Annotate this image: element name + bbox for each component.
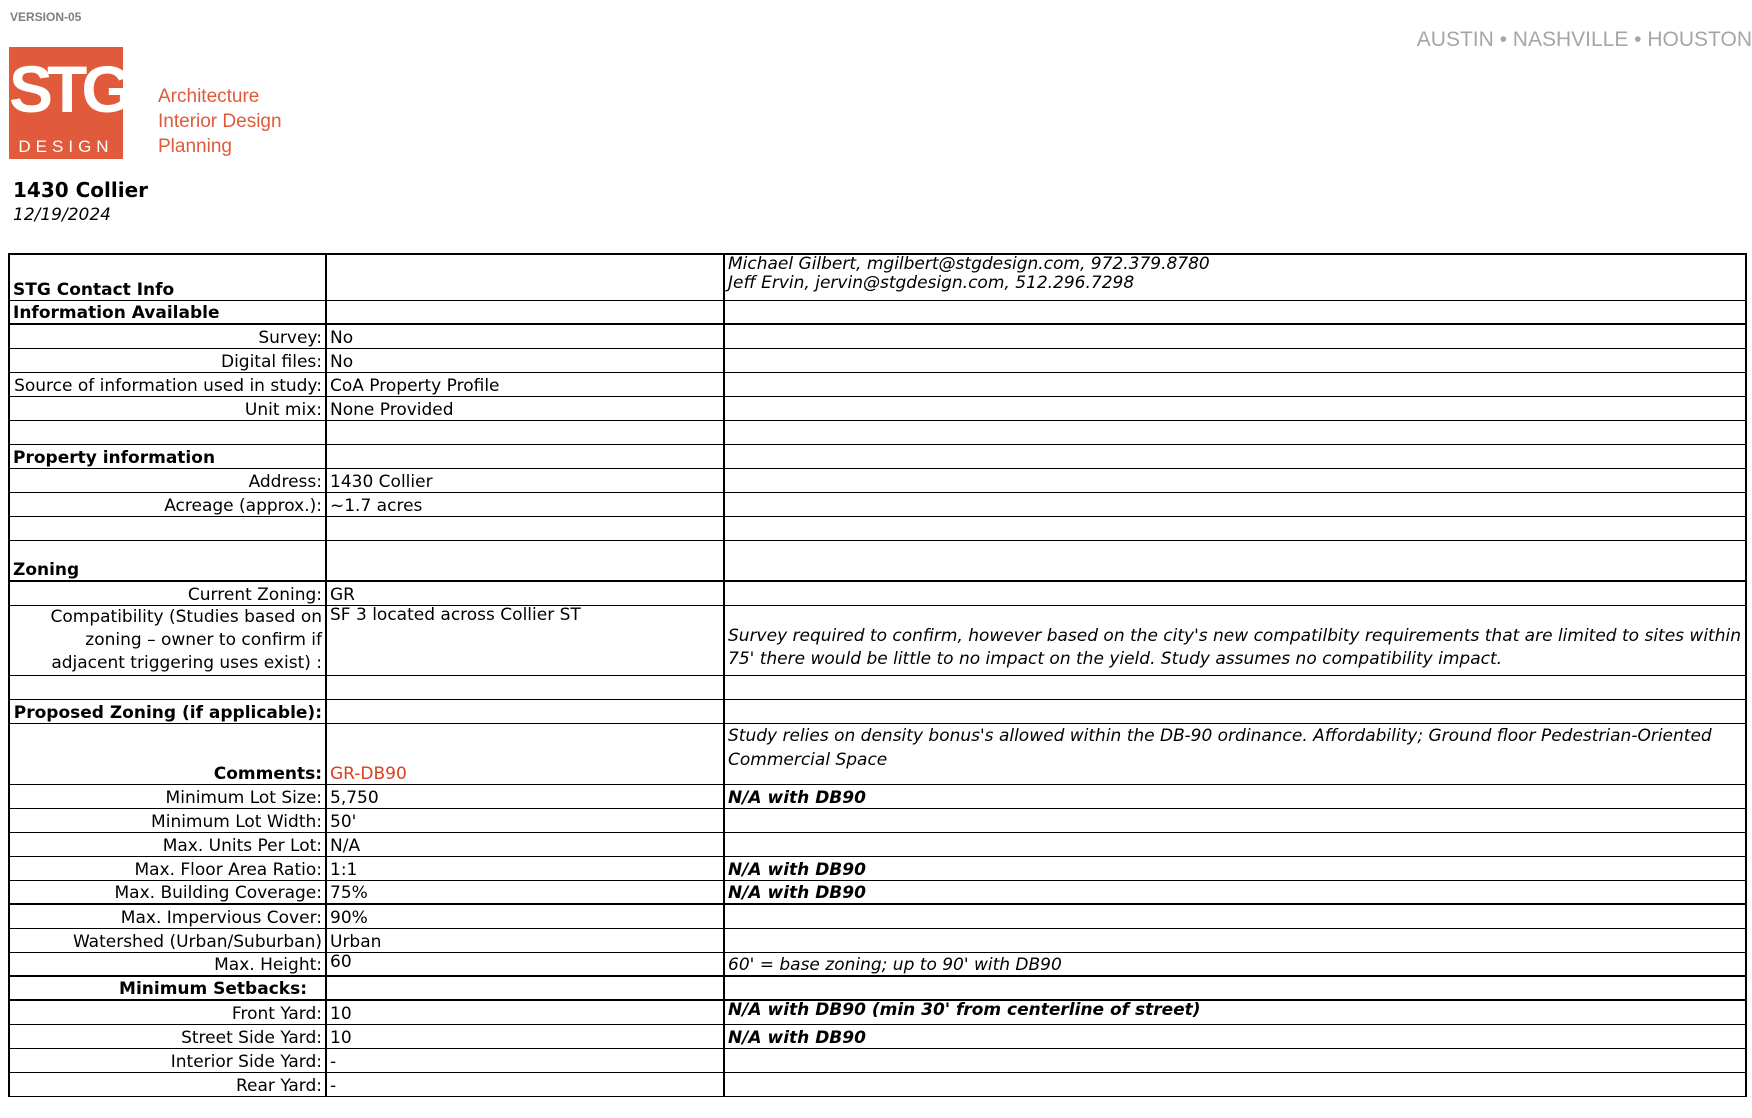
current-zoning-value: GR [326,581,724,605]
contact-list [724,254,1746,300]
source-label: Source of information used in study: [9,372,326,396]
interior-side-yard-value: - [326,1048,724,1072]
row-street-side-yard [9,1024,1746,1048]
empty-cell [724,832,1746,856]
empty-cell [724,699,1746,723]
row-acreage [9,492,1746,516]
current-zoning-label: Current Zoning: [9,581,326,605]
row-front-yard [9,1000,1746,1024]
digital-files-value: No [326,348,724,372]
empty-cell [724,444,1746,468]
proposed-zoning-label: Proposed Zoning (if applicable): [9,699,326,723]
max-units-label: Max. Units Per Lot: [9,832,326,856]
max-units-value: N/A [326,832,724,856]
front-yard-value: 10 [326,1000,724,1024]
coverage-value: 75% [326,880,724,904]
comments-value: GR-DB90 [326,723,724,784]
row-zoning [9,540,1746,581]
empty-cell [724,372,1746,396]
empty-cell [724,976,1746,1000]
empty-cell [724,348,1746,372]
min-lot-width-label: Minimum Lot Width: [9,808,326,832]
empty-cell [326,444,724,468]
empty-cell [326,976,724,1000]
row-property-info [9,444,1746,468]
info-available-heading: Information Available [9,300,326,324]
row-setbacks [9,976,1746,1000]
digital-files-label: Digital files: [9,348,326,372]
empty-cell [724,928,1746,952]
empty-cell [9,675,326,699]
comments-note: Study relies on density bonus's allowed within the DB-90 ordinance. Affordability; Ground floor Pedestrian-Oriented Commercial Space [724,723,1746,784]
empty-cell [724,540,1746,581]
row-comments [9,723,1746,784]
watershed-value: Urban [326,928,724,952]
property-info-heading: Property information [9,444,326,468]
empty-cell [724,492,1746,516]
height-label: Max. Height: [9,952,326,976]
compatibility-note: Survey required to confirm, however based on the city's new compatilbity requirements that are limited to sites within 75' there would be little to no impact on the yield. Study assumes no compatibility impact. [724,605,1746,675]
service-planning: Planning [158,136,232,157]
rear-yard-value: - [326,1072,724,1096]
empty-cell [9,516,326,540]
row-compatibility [9,605,1746,675]
empty-cell [724,1048,1746,1072]
empty-cell [326,540,724,581]
contact-michael: Michael Gilbert, mgilbert@stgdesign.com, 972.379.8780 [728,254,1210,274]
min-lot-size-note: N/A with DB90 [724,784,1746,808]
row-digital-files [9,348,1746,372]
survey-label: Survey: [9,324,326,348]
row-contact [9,254,1746,300]
row-info-available [9,300,1746,324]
empty-cell [9,420,326,444]
office-cities: AUSTIN • NASHVILLE • HOUSTON [1416,28,1752,51]
empty-cell [724,300,1746,324]
empty-cell [724,675,1746,699]
address-label: Address: [9,468,326,492]
services-list [158,84,282,159]
address-value: 1430 Collier [326,468,724,492]
project-title: 1430 Collier [13,178,149,202]
coverage-note: N/A with DB90 [724,880,1746,904]
row-min-lot-size [9,784,1746,808]
row-rear-yard [9,1072,1746,1096]
row-proposed-zoning [9,699,1746,723]
empty-cell [326,420,724,444]
zoning-sheet [8,253,1747,1097]
empty-cell [724,516,1746,540]
row-coverage [9,880,1746,904]
watershed-label: Watershed (Urban/Suburban) [9,928,326,952]
row-min-lot-width [9,808,1746,832]
empty-cell [724,396,1746,420]
empty-cell [724,420,1746,444]
street-side-yard-note: N/A with DB90 [724,1024,1746,1048]
survey-value: No [326,324,724,348]
far-label: Max. Floor Area Ratio: [9,856,326,880]
row-current-zoning [9,581,1746,605]
row-max-units [9,832,1746,856]
acreage-label: Acreage (approx.): [9,492,326,516]
interior-side-yard-label: Interior Side Yard: [9,1048,326,1072]
empty-cell [724,1072,1746,1096]
comments-label: Comments: [9,723,326,784]
row-interior-side-yard [9,1048,1746,1072]
row-blank [9,420,1746,444]
rear-yard-label: Rear Yard: [9,1072,326,1096]
empty-cell [326,300,724,324]
far-note: N/A with DB90 [724,856,1746,880]
min-lot-size-value: 5,750 [326,784,724,808]
row-height [9,952,1746,976]
min-lot-width-value: 50' [326,808,724,832]
zoning-heading: Zoning [9,540,326,581]
impervious-value: 90% [326,904,724,928]
logo-mark: STG [9,52,127,126]
logo-subtitle: DESIGN [18,137,114,156]
row-source [9,372,1746,396]
coverage-label: Max. Building Coverage: [9,880,326,904]
street-side-yard-label: Street Side Yard: [9,1024,326,1048]
row-blank [9,675,1746,699]
contact-jeff: Jeff Ervin, jervin@stgdesign.com, 512.296.7298 [728,273,1135,293]
compatibility-label: Compatibility (Studies based on zoning – owner to confirm if adjacent triggering uses exist) : [9,605,326,675]
version-label: VERSION-05 [10,10,82,24]
row-address [9,468,1746,492]
row-survey [9,324,1746,348]
row-watershed [9,928,1746,952]
project-date: 12/19/2024 [13,205,111,225]
contact-value [326,254,724,300]
empty-cell [724,581,1746,605]
min-lot-size-label: Minimum Lot Size: [9,784,326,808]
contact-label: STG Contact Info [9,254,326,300]
front-yard-note: N/A with DB90 (min 30' from centerline of street) [724,1000,1746,1024]
setbacks-heading: Minimum Setbacks: [9,976,326,1000]
front-yard-label: Front Yard: [9,1000,326,1024]
service-architecture: Architecture [158,86,260,107]
row-far [9,856,1746,880]
impervious-label: Max. Impervious Cover: [9,904,326,928]
empty-cell [326,699,724,723]
empty-cell [724,468,1746,492]
street-side-yard-value: 10 [326,1024,724,1048]
acreage-value: ~1.7 acres [326,492,724,516]
compatibility-value: SF 3 located across Collier ST [326,605,724,675]
height-value: 60 [326,952,724,976]
row-impervious [9,904,1746,928]
empty-cell [326,516,724,540]
unit-mix-value: None Provided [326,396,724,420]
empty-cell [724,808,1746,832]
empty-cell [724,904,1746,928]
height-note: 60' = base zoning; up to 90' with DB90 [724,952,1746,976]
source-value: CoA Property Profile [326,372,724,396]
unit-mix-label: Unit mix: [9,396,326,420]
row-unit-mix [9,396,1746,420]
stg-logo [9,47,127,159]
row-blank [9,516,1746,540]
service-interior-design: Interior Design [158,111,282,132]
far-value: 1:1 [326,856,724,880]
empty-cell [724,324,1746,348]
empty-cell [326,675,724,699]
